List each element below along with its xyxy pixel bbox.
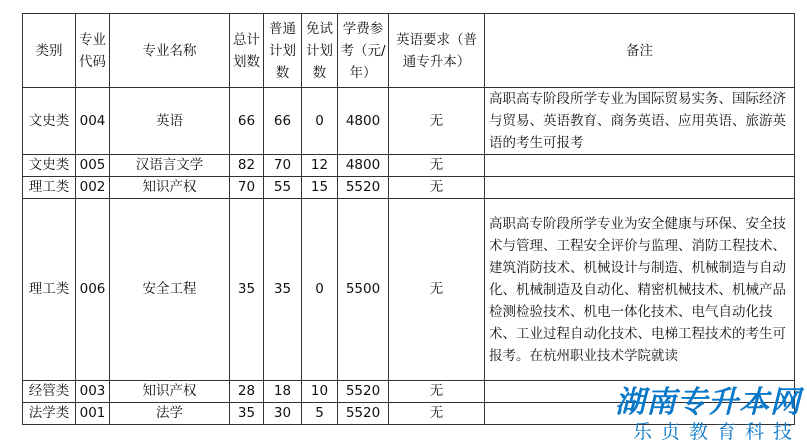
cell-note: [485, 177, 795, 199]
cell-normal: 70: [264, 155, 302, 177]
cell-name: 知识产权: [110, 381, 230, 403]
cell-code: 004: [76, 88, 110, 155]
cell-total: 82: [230, 155, 264, 177]
cell-exempt: 10: [302, 381, 338, 403]
watermark-title: 湖南专升本网: [615, 385, 801, 420]
table-row: [23, 199, 795, 381]
header-english: 英语要求（普通专升本）: [389, 14, 485, 88]
cell-fee: 5500: [338, 199, 389, 381]
cell-english: 无: [389, 199, 485, 381]
cell-fee: 5520: [338, 381, 389, 403]
cell-total: 28: [230, 381, 264, 403]
cell-normal: 66: [264, 88, 302, 155]
cell-english: 无: [389, 155, 485, 177]
cell-total: 66: [230, 88, 264, 155]
table-header-row: [23, 14, 795, 88]
cell-name: 知识产权: [110, 177, 230, 199]
cell-normal: 30: [264, 403, 302, 425]
cell-code: 001: [76, 403, 110, 425]
header-exempt: 免试计划数: [302, 14, 338, 88]
cell-english: 无: [389, 177, 485, 199]
cell-fee: 5520: [338, 177, 389, 199]
table-row: [23, 88, 795, 155]
cell-total: 35: [230, 403, 264, 425]
cell-fee: 4800: [338, 88, 389, 155]
admission-plan-table: [22, 13, 795, 425]
cell-total: 35: [230, 199, 264, 381]
cell-category: 理工类: [23, 199, 76, 381]
cell-name: 安全工程: [110, 199, 230, 381]
cell-fee: 5520: [338, 403, 389, 425]
cell-english: 无: [389, 403, 485, 425]
watermark-subtitle: 乐贞教育科技: [632, 421, 801, 443]
cell-normal: 55: [264, 177, 302, 199]
cell-category: 经管类: [23, 381, 76, 403]
cell-code: 003: [76, 381, 110, 403]
header-category: 类别: [23, 14, 76, 88]
cell-normal: 35: [264, 199, 302, 381]
table-row: [23, 177, 795, 199]
cell-fee: 4800: [338, 155, 389, 177]
cell-total: 70: [230, 177, 264, 199]
cell-name: 汉语言文学: [110, 155, 230, 177]
cell-name: 英语: [110, 88, 230, 155]
cell-name: 法学: [110, 403, 230, 425]
cell-exempt: 5: [302, 403, 338, 425]
header-fee: 学费参考（元/年）: [338, 14, 389, 88]
header-code: 专业代码: [76, 14, 110, 88]
cell-normal: 18: [264, 381, 302, 403]
cell-note: 高职高专阶段所学专业为安全健康与环保、安全技术与管理、工程安全评价与监理、消防工程技术、建筑消防技术、机械设计与制造、机械制造与自动化、机械制造及自动化、精密机械技术、机械产品检测检验技术、机电一体化技术、电气自动化技术、工业过程自动化技术、电梯工程技术的考生可报考。在杭州职业技术学院就读: [485, 199, 795, 381]
cell-exempt: 0: [302, 88, 338, 155]
cell-exempt: 0: [302, 199, 338, 381]
cell-category: 理工类: [23, 177, 76, 199]
cell-english: 无: [389, 381, 485, 403]
table-row: [23, 155, 795, 177]
header-note: 备注: [485, 14, 795, 88]
cell-category: 文史类: [23, 88, 76, 155]
cell-exempt: 12: [302, 155, 338, 177]
cell-category: 法学类: [23, 403, 76, 425]
header-name: 专业名称: [110, 14, 230, 88]
cell-note: 高职高专阶段所学专业为国际贸易实务、国际经济与贸易、英语教育、商务英语、应用英语、旅游英语的考生可报考: [485, 88, 795, 155]
cell-exempt: 15: [302, 177, 338, 199]
cell-note: [485, 155, 795, 177]
cell-english: 无: [389, 88, 485, 155]
cell-category: 文史类: [23, 155, 76, 177]
header-normal: 普通计划数: [264, 14, 302, 88]
cell-code: 002: [76, 177, 110, 199]
watermark-logo: [615, 386, 801, 444]
cell-code: 006: [76, 199, 110, 381]
cell-code: 005: [76, 155, 110, 177]
header-total: 总计划数: [230, 14, 264, 88]
